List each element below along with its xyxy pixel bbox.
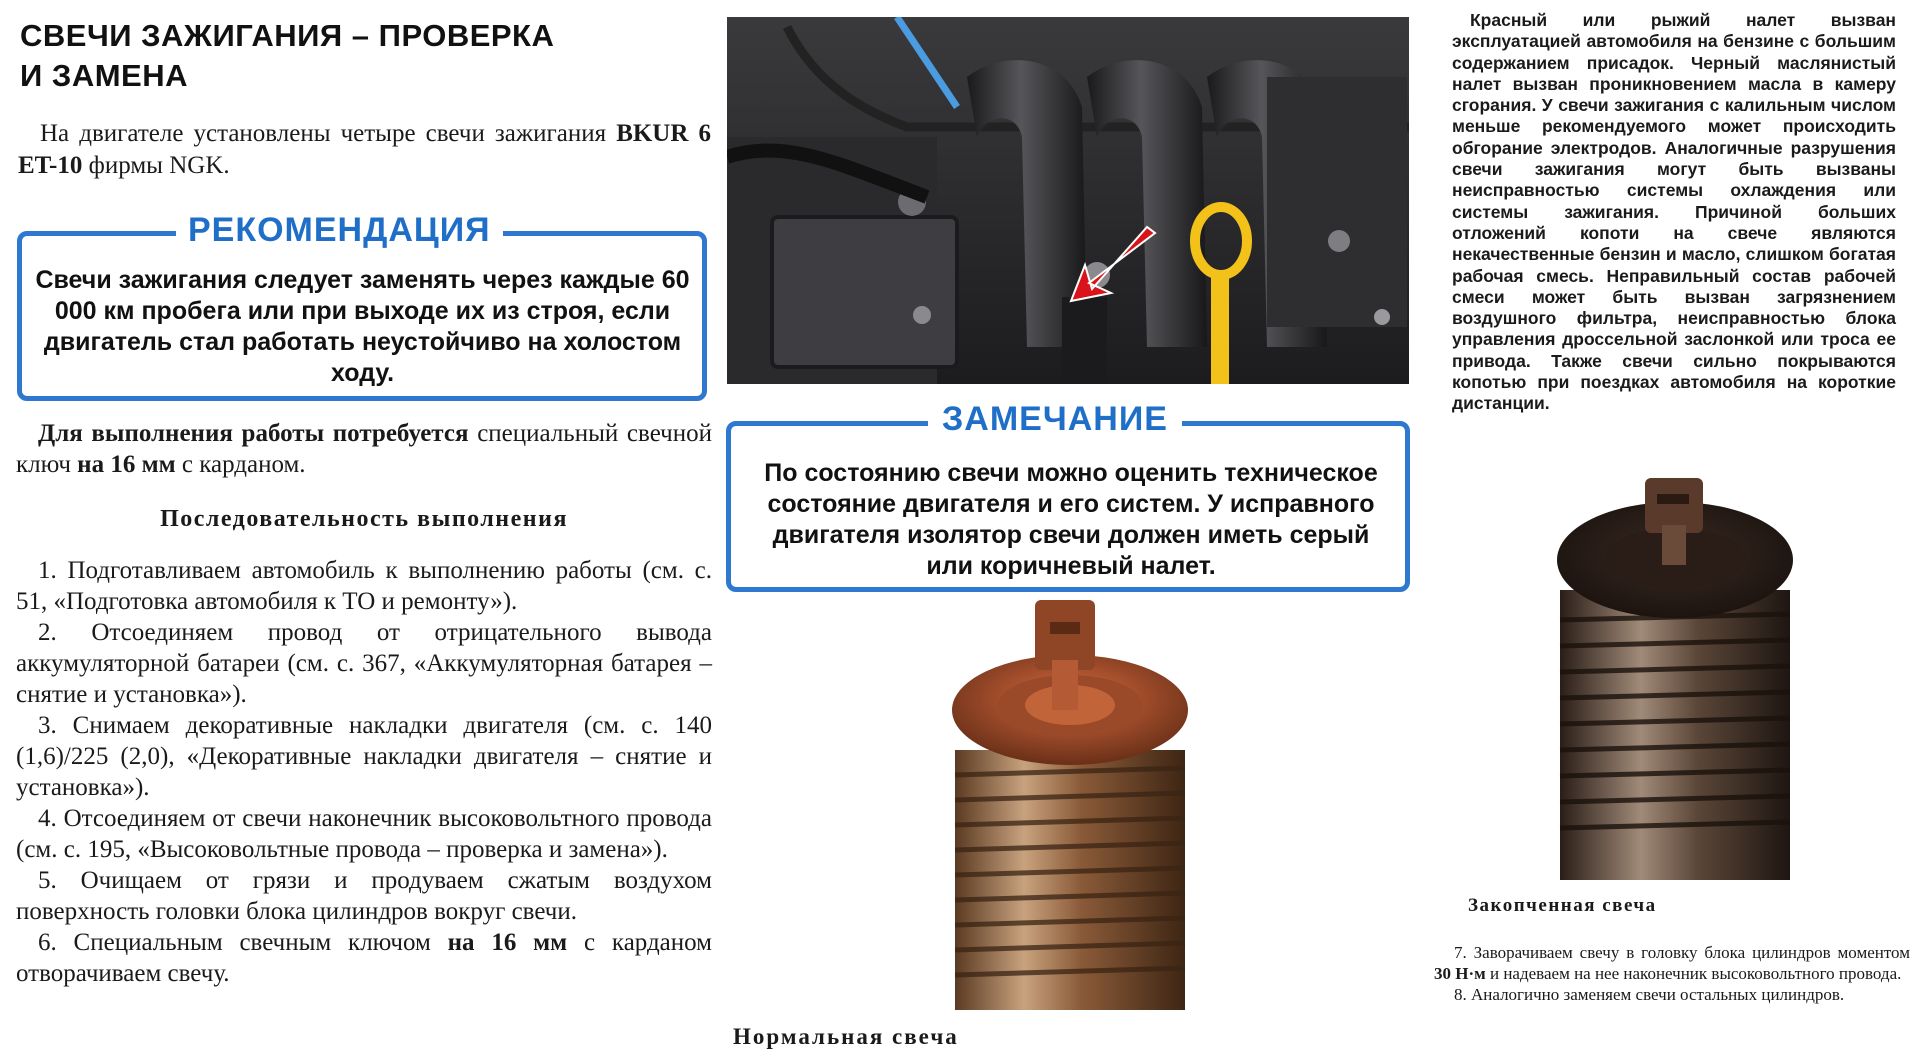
page-title-line-2: И ЗАМЕНА — [20, 58, 188, 93]
step-7-text-1: 7. Заворачиваем свечу в головку блока цилиндров моментом — [1454, 943, 1910, 962]
intro-text-before: На двигателе установлены четыре свечи зажигания — [40, 120, 617, 147]
step-4: 4. Отсоединяем от свечи наконечник высоковольтного провода (см. с. 195, «Высоковольтные провода – проверка и замена»). — [16, 805, 712, 863]
step-5: 5. Очищаем от грязи и продуваем сжатым воздухом поверхность головки блока цилиндров вокруг свечи. — [16, 867, 712, 925]
tools-paragraph — [16, 418, 712, 480]
page-title — [20, 16, 710, 96]
intro-paragraph — [18, 118, 711, 182]
sequence-heading: Последовательность выполнения — [160, 506, 568, 532]
tools-text-1: специальный свечной ключ — [16, 420, 712, 478]
recommendation-text: Свечи зажигания следует заменять через каждые 60 000 км пробега или при выходе их из строя, если двигатель стал работать неустойчиво на холостом ходу. — [35, 266, 690, 387]
note-heading: ЗАМЕЧАНИЕ — [928, 398, 1182, 440]
step-7 — [1434, 942, 1910, 984]
spark-plug-model: BKUR 6 ET-10 — [18, 120, 711, 179]
deposits-paragraph: Красный или рыжий налет вызван эксплуатацией автомобиля на бензине с большим содержанием присадок. Черный маслянистый налет вызван проникновением масла в камеру сгорания. У свечи зажигания с калильным числом меньше рекомендуемого может происходить обгорание электродов. Аналогичные разрушения свечи зажигания могут быть вызваны неисправностью системы охлаждения или системы зажигания. Причиной больших отложений копоти на свече являются некачественные бензин и масло, слишком богатая рабочая смесь. Неправильный состав рабочей смеси может быть вызван загрязнением воздушного фильтра, неисправностью блока управления дроссельной заслонкой или троса ее привода. Также свечи сильно покрываются копотью при поездках автомобиля на короткие дистанции. — [1452, 10, 1896, 414]
engine-photo — [727, 17, 1409, 384]
wrench-size: на 16 мм — [77, 451, 176, 478]
intro-text-after: фирмы NGK. — [82, 152, 230, 179]
steps-list — [16, 555, 712, 989]
page-title-line-1: СВЕЧИ ЗАЖИГАНИЯ – ПРОВЕРКА — [20, 18, 555, 53]
step-7-text-2: и надеваем на нее наконечник высоковольтного провода. — [1485, 964, 1902, 983]
tools-text-2: с карданом. — [175, 451, 306, 478]
tools-bold-lead: Для выполнения работы потребуется — [38, 420, 469, 447]
step-1: 1. Подготавливаем автомобиль к выполнению работы (см. с. 51, «Подготовка автомобиля к ТО и ремонту»). — [16, 557, 712, 615]
step-8: 8. Аналогично заменяем свечи остальных цилиндров. — [1454, 985, 1845, 1004]
sooty-spark-plug-photo — [1440, 470, 1910, 890]
normal-plug-caption: Нормальная свеча — [733, 1024, 959, 1049]
step-2: 2. Отсоединяем провод от отрицательного вывода аккумуляторной батареи (см. с. 367, «Аккумуляторная батарея – снятие и установка»). — [16, 619, 712, 708]
sooty-plug-caption: Закопченная свеча — [1468, 895, 1657, 916]
recommendation-heading: РЕКОМЕНДАЦИЯ — [176, 209, 503, 251]
step-6 — [16, 927, 712, 989]
torque-value: 30 Н·м — [1434, 964, 1486, 983]
step-6-text-2: с карданом отворачиваем свечу. — [16, 929, 712, 987]
step-3: 3. Снимаем декоративные накладки двигателя (см. с. 140 (1,6)/225 (2,0), «Декоративные накладки двигателя – снятие и установка»). — [16, 712, 712, 801]
step-6-text-1: 6. Специальным свечным ключом — [38, 929, 448, 956]
right-steps-list — [1434, 942, 1910, 1005]
step-6-size: на 16 мм — [447, 929, 568, 956]
note-text: По состоянию свечи можно оценить техническое состояние двигателя и его систем. У исправного двигателя изолятор свечи должен иметь серый или коричневый налет. — [764, 459, 1378, 580]
normal-spark-plug-photo — [727, 600, 1410, 1010]
